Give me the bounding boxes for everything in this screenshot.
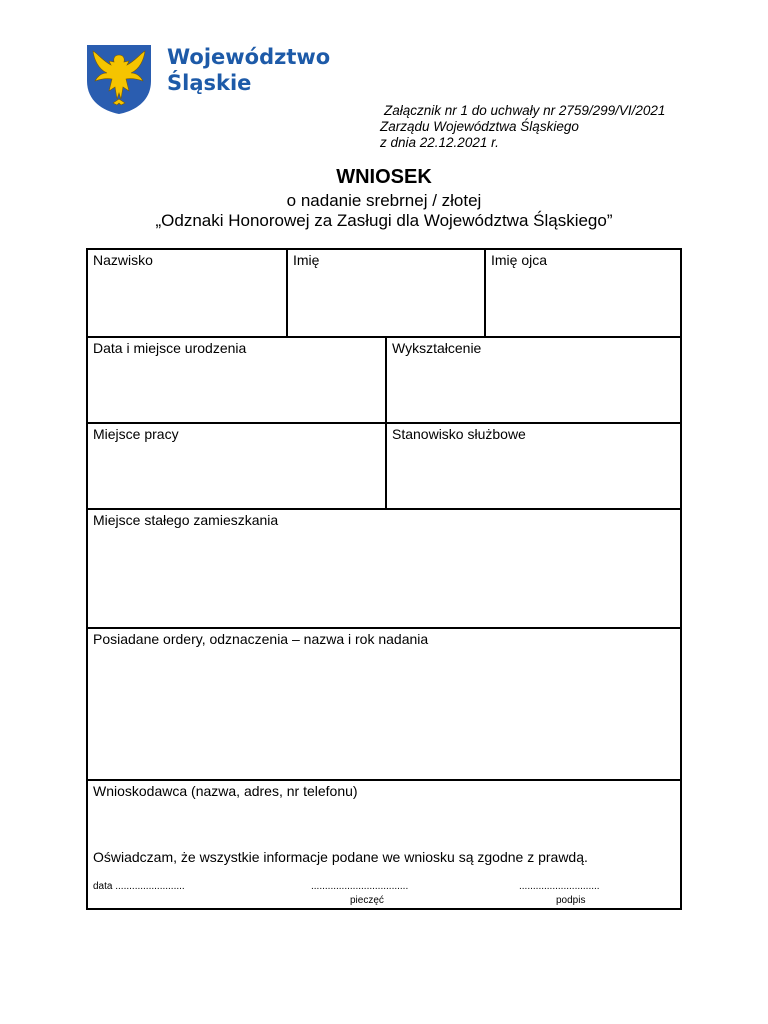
father-name-label: Imię ojca [491,252,548,268]
workplace-field[interactable] [88,424,385,508]
education-label: Wykształcenie [392,340,482,356]
awards-field[interactable] [88,629,680,779]
signature-line[interactable]: ............................. [519,881,600,892]
application-form [86,248,682,910]
form-row-work [88,422,680,508]
surname-field[interactable] [88,250,286,336]
residence-field[interactable] [88,510,680,627]
logo-line-1: Województwo [167,45,331,69]
education-field[interactable] [385,338,680,422]
awards-label: Posiadane ordery, odznaczenia – nazwa i rok nadania [93,631,429,647]
position-field[interactable] [385,424,680,508]
annex-line-2: Zarządu Województwa Śląskiego [380,119,579,134]
surname-label: Nazwisko [93,252,153,268]
position-label: Stanowisko służbowe [392,426,526,442]
applicant-field[interactable] [88,781,680,908]
form-row-applicant [88,779,680,908]
workplace-label: Miejsce pracy [93,426,179,442]
form-row-birth [88,336,680,422]
annex-line-1: Załącznik nr 1 do uchwały nr 2759/299/VI/2021 [384,103,666,118]
logo-wordmark [167,44,330,96]
logo-line-2: Śląskie [167,71,252,95]
birth-label: Data i miejsce urodzenia [93,340,247,356]
document-title: WNIOSEK [336,166,432,188]
coat-of-arms-logo [85,43,155,115]
first-name-field[interactable] [286,250,484,336]
date-line[interactable]: data ......................... [93,881,185,892]
annex-line-3: z dnia 22.12.2021 r. [380,135,499,150]
form-row-awards [88,627,680,779]
declaration-statement: Oświadczam, że wszystkie informacje podane we wniosku są zgodne z prawdą. [93,849,588,865]
document-subtitle-2: „Odznaki Honorowej za Zasługi dla Województwa Śląskiego” [155,211,613,230]
applicant-label: Wnioskodawca (nazwa, adres, nr telefonu) [93,783,358,799]
first-name-label: Imię [293,252,320,268]
father-name-field[interactable] [484,250,680,336]
residence-label: Miejsce stałego zamieszkania [93,512,279,528]
form-row-residence [88,508,680,627]
birth-field[interactable] [88,338,385,422]
form-row-names [88,250,680,336]
signature-caption: podpis [556,895,586,906]
document-subtitle-1: o nadanie srebrnej / złotej [286,191,482,210]
annex-note [380,103,665,151]
stamp-line[interactable]: ................................... [311,881,409,892]
stamp-caption: pieczęć [350,895,384,906]
